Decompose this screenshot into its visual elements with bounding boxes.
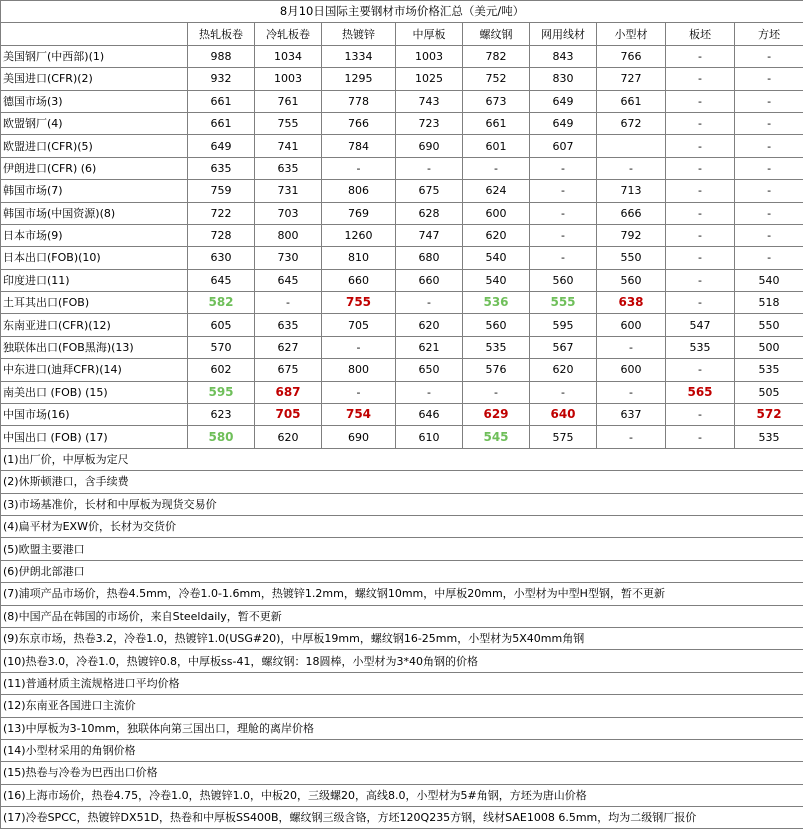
- row-label[interactable]: 中国市场(16): [1, 404, 188, 426]
- price-cell[interactable]: 800: [255, 224, 322, 246]
- price-cell[interactable]: -: [322, 381, 396, 403]
- price-cell[interactable]: -: [597, 157, 666, 179]
- price-cell[interactable]: -: [396, 381, 463, 403]
- price-cell[interactable]: -: [666, 45, 735, 67]
- price-cell[interactable]: 635: [255, 314, 322, 336]
- table-row: [1, 90, 803, 112]
- table-row: [1, 426, 803, 448]
- price-cell[interactable]: 728: [188, 224, 255, 246]
- price-cell[interactable]: -: [735, 68, 803, 90]
- note-row: [1, 560, 803, 582]
- price-cell[interactable]: 778: [322, 90, 396, 112]
- title-row: [1, 1, 803, 23]
- row-label[interactable]: 中国出口 (FOB) (17): [1, 426, 188, 448]
- row-label[interactable]: 独联体出口(FOB黑海)(13): [1, 336, 188, 358]
- price-cell[interactable]: 661: [188, 112, 255, 134]
- row-label[interactable]: 东南亚进口(CFR)(12): [1, 314, 188, 336]
- price-cell[interactable]: 755: [255, 112, 322, 134]
- price-cell[interactable]: 500: [735, 336, 803, 358]
- footnote[interactable]: (2)休斯顿港口，含手续费: [1, 471, 803, 493]
- price-cell[interactable]: 672: [597, 112, 666, 134]
- price-cell[interactable]: 576: [463, 359, 530, 381]
- price-cell[interactable]: -: [322, 336, 396, 358]
- price-cell[interactable]: 731: [255, 180, 322, 202]
- price-cell[interactable]: -: [735, 157, 803, 179]
- column-header[interactable]: 板坯: [666, 23, 735, 45]
- price-cell[interactable]: 988: [188, 45, 255, 67]
- price-cell[interactable]: 1034: [255, 45, 322, 67]
- price-cell[interactable]: 650: [396, 359, 463, 381]
- note-row: [1, 672, 803, 694]
- footnote[interactable]: (11)普通材质主流规格进口平均价格: [1, 672, 803, 694]
- price-cell[interactable]: [597, 135, 666, 157]
- price-cell[interactable]: 755: [322, 292, 396, 314]
- footnote[interactable]: (3)市场基准价，长材和中厚板为现货交易价: [1, 493, 803, 515]
- price-cell[interactable]: 628: [396, 202, 463, 224]
- table-row: [1, 112, 803, 134]
- price-cell[interactable]: 627: [255, 336, 322, 358]
- price-cell[interactable]: 675: [255, 359, 322, 381]
- price-cell[interactable]: -: [666, 157, 735, 179]
- price-cell[interactable]: 550: [735, 314, 803, 336]
- price-cell[interactable]: 535: [735, 426, 803, 448]
- header-corner[interactable]: [1, 23, 188, 45]
- footnote[interactable]: (8)中国产品在韩国的市场价，来自Steeldaily，暂不更新: [1, 605, 803, 627]
- price-cell[interactable]: 649: [188, 135, 255, 157]
- price-cell[interactable]: 800: [322, 359, 396, 381]
- price-cell[interactable]: 666: [597, 202, 666, 224]
- price-cell[interactable]: 761: [255, 90, 322, 112]
- table-row: [1, 269, 803, 291]
- price-cell[interactable]: 687: [255, 381, 322, 403]
- note-row: [1, 784, 803, 806]
- price-cell[interactable]: 620: [463, 224, 530, 246]
- price-cell[interactable]: 601: [463, 135, 530, 157]
- price-cell[interactable]: 747: [396, 224, 463, 246]
- price-cell[interactable]: 660: [396, 269, 463, 291]
- price-cell[interactable]: 769: [322, 202, 396, 224]
- price-cell[interactable]: 560: [530, 269, 597, 291]
- price-cell[interactable]: 610: [396, 426, 463, 448]
- row-label[interactable]: 美国进口(CFR)(2): [1, 68, 188, 90]
- column-header[interactable]: 小型材: [597, 23, 666, 45]
- price-cell[interactable]: -: [666, 112, 735, 134]
- price-cell[interactable]: 705: [255, 404, 322, 426]
- footnote[interactable]: (1)出厂价，中厚板为定尺: [1, 448, 803, 470]
- price-cell[interactable]: 540: [463, 269, 530, 291]
- price-cell[interactable]: -: [255, 292, 322, 314]
- column-header[interactable]: 方坯: [735, 23, 803, 45]
- price-cell[interactable]: -: [396, 292, 463, 314]
- note-row: [1, 493, 803, 515]
- price-cell[interactable]: 580: [188, 426, 255, 448]
- price-cell[interactable]: 1025: [396, 68, 463, 90]
- row-label[interactable]: 日本市场(9): [1, 224, 188, 246]
- row-label[interactable]: 德国市场(3): [1, 90, 188, 112]
- price-cell[interactable]: -: [463, 157, 530, 179]
- price-cell[interactable]: -: [666, 292, 735, 314]
- price-cell[interactable]: 743: [396, 90, 463, 112]
- row-label[interactable]: 韩国市场(中国资源)(8): [1, 202, 188, 224]
- price-cell[interactable]: 675: [396, 180, 463, 202]
- price-cell[interactable]: -: [666, 426, 735, 448]
- price-cell[interactable]: 565: [666, 381, 735, 403]
- table-row: [1, 314, 803, 336]
- price-cell[interactable]: 723: [396, 112, 463, 134]
- price-cell[interactable]: 645: [255, 269, 322, 291]
- price-cell[interactable]: 600: [463, 202, 530, 224]
- price-cell[interactable]: 646: [396, 404, 463, 426]
- footnote[interactable]: (4)扁平材为EXW价，长材为交货价: [1, 515, 803, 537]
- row-label[interactable]: 南美出口 (FOB) (15): [1, 381, 188, 403]
- price-cell[interactable]: 661: [597, 90, 666, 112]
- table-row: [1, 247, 803, 269]
- price-cell[interactable]: 567: [530, 336, 597, 358]
- price-cell[interactable]: 782: [463, 45, 530, 67]
- price-cell[interactable]: 602: [188, 359, 255, 381]
- footnote[interactable]: (17)冷卷SPCC，热镀锌DX51D，热卷和中厚板SS400B，螺纹钢三级含铬，方坯120Q235方钢，线材SAE1008 6.5mm，均为二级钢厂报价: [1, 807, 803, 829]
- price-cell[interactable]: 1295: [322, 68, 396, 90]
- price-cell[interactable]: -: [735, 112, 803, 134]
- price-cell[interactable]: 600: [597, 314, 666, 336]
- price-cell[interactable]: 806: [322, 180, 396, 202]
- price-cell[interactable]: 1003: [255, 68, 322, 90]
- price-cell[interactable]: 784: [322, 135, 396, 157]
- price-cell[interactable]: 690: [322, 426, 396, 448]
- note-row: [1, 739, 803, 761]
- table-title[interactable]: 8月10日国际主要钢材市场价格汇总（美元/吨）: [1, 1, 803, 23]
- note-row: [1, 695, 803, 717]
- price-cell[interactable]: -: [666, 224, 735, 246]
- price-cell[interactable]: -: [530, 247, 597, 269]
- price-cell[interactable]: 730: [255, 247, 322, 269]
- price-cell[interactable]: 547: [666, 314, 735, 336]
- price-cell[interactable]: -: [530, 381, 597, 403]
- price-cell[interactable]: 637: [597, 404, 666, 426]
- row-label[interactable]: 日本出口(FOB)(10): [1, 247, 188, 269]
- price-cell[interactable]: -: [530, 224, 597, 246]
- column-header[interactable]: 热轧板卷: [188, 23, 255, 45]
- row-label[interactable]: 欧盟钢厂(4): [1, 112, 188, 134]
- price-cell[interactable]: 535: [666, 336, 735, 358]
- price-cell[interactable]: 550: [597, 247, 666, 269]
- price-cell[interactable]: 766: [597, 45, 666, 67]
- price-cell[interactable]: 722: [188, 202, 255, 224]
- footnote[interactable]: (7)浦项产品市场价，热卷4.5mm，冷卷1.0-1.6mm，热镀锌1.2mm，螺纹钢10mm，中厚板20mm，小型材为中型H型钢，暂不更新: [1, 583, 803, 605]
- price-cell[interactable]: 766: [322, 112, 396, 134]
- table-row: [1, 381, 803, 403]
- price-cell[interactable]: 1334: [322, 45, 396, 67]
- price-cell[interactable]: -: [597, 381, 666, 403]
- footnote[interactable]: (9)东京市场，热卷3.2，冷卷1.0，热镀锌1.0(USG#20)，中厚板19mm，螺纹钢16-25mm，小型材为5X40mm角钢: [1, 627, 803, 649]
- price-cell[interactable]: -: [396, 157, 463, 179]
- row-label[interactable]: 土耳其出口(FOB): [1, 292, 188, 314]
- price-cell[interactable]: 536: [463, 292, 530, 314]
- price-cell[interactable]: 640: [530, 404, 597, 426]
- price-cell[interactable]: 635: [188, 157, 255, 179]
- footnote[interactable]: (5)欧盟主要港口: [1, 538, 803, 560]
- price-cell[interactable]: 1003: [396, 45, 463, 67]
- price-cell[interactable]: -: [597, 336, 666, 358]
- price-cell[interactable]: 545: [463, 426, 530, 448]
- price-cell[interactable]: 661: [188, 90, 255, 112]
- price-cell[interactable]: -: [666, 135, 735, 157]
- price-cell[interactable]: 752: [463, 68, 530, 90]
- price-cell[interactable]: 703: [255, 202, 322, 224]
- price-cell[interactable]: 518: [735, 292, 803, 314]
- price-cell[interactable]: -: [597, 426, 666, 448]
- price-cell[interactable]: 932: [188, 68, 255, 90]
- price-cell[interactable]: -: [666, 404, 735, 426]
- price-cell[interactable]: 649: [530, 112, 597, 134]
- price-cell[interactable]: 810: [322, 247, 396, 269]
- price-cell[interactable]: 754: [322, 404, 396, 426]
- price-cell[interactable]: 582: [188, 292, 255, 314]
- note-row: [1, 605, 803, 627]
- price-cell[interactable]: 621: [396, 336, 463, 358]
- table-row: [1, 135, 803, 157]
- price-cell[interactable]: 620: [396, 314, 463, 336]
- price-cell[interactable]: 690: [396, 135, 463, 157]
- table-row: [1, 180, 803, 202]
- price-cell[interactable]: 661: [463, 112, 530, 134]
- price-cell[interactable]: 595: [188, 381, 255, 403]
- price-cell[interactable]: 629: [463, 404, 530, 426]
- note-row: [1, 807, 803, 829]
- price-cell[interactable]: -: [735, 135, 803, 157]
- column-header[interactable]: 冷轧板卷: [255, 23, 322, 45]
- price-cell[interactable]: 673: [463, 90, 530, 112]
- footnote[interactable]: (15)热卷与冷卷为巴西出口价格: [1, 762, 803, 784]
- price-cell[interactable]: 741: [255, 135, 322, 157]
- table-row: [1, 292, 803, 314]
- price-cell[interactable]: -: [735, 202, 803, 224]
- table-row: [1, 202, 803, 224]
- price-cell[interactable]: 649: [530, 90, 597, 112]
- price-cell[interactable]: -: [530, 180, 597, 202]
- table-row: [1, 404, 803, 426]
- price-cell[interactable]: -: [322, 157, 396, 179]
- price-cell[interactable]: 535: [463, 336, 530, 358]
- table-row: [1, 157, 803, 179]
- table-row: [1, 45, 803, 67]
- price-cell[interactable]: 620: [255, 426, 322, 448]
- price-cell[interactable]: 1260: [322, 224, 396, 246]
- row-label[interactable]: 韩国市场(7): [1, 180, 188, 202]
- price-cell[interactable]: 540: [463, 247, 530, 269]
- price-cell[interactable]: 555: [530, 292, 597, 314]
- column-header[interactable]: 中厚板: [396, 23, 463, 45]
- price-cell[interactable]: 635: [255, 157, 322, 179]
- price-cell[interactable]: 535: [735, 359, 803, 381]
- note-row: [1, 627, 803, 649]
- price-cell[interactable]: 630: [188, 247, 255, 269]
- price-cell[interactable]: -: [666, 359, 735, 381]
- price-cell[interactable]: -: [666, 90, 735, 112]
- row-label[interactable]: 伊朗进口(CFR) (6): [1, 157, 188, 179]
- note-row: [1, 583, 803, 605]
- footnote[interactable]: (13)中厚板为3-10mm，独联体向第三国出口，理舱的离岸价格: [1, 717, 803, 739]
- footnote[interactable]: (16)上海市场价，热卷4.75，冷卷1.0，热镀锌1.0，中板20，三级螺20，高线8.0，小型材为5#角钢，方坯为唐山价格: [1, 784, 803, 806]
- price-cell[interactable]: -: [735, 180, 803, 202]
- price-cell[interactable]: 727: [597, 68, 666, 90]
- price-cell[interactable]: 600: [597, 359, 666, 381]
- price-cell[interactable]: -: [666, 68, 735, 90]
- price-cell[interactable]: 638: [597, 292, 666, 314]
- table-row: [1, 68, 803, 90]
- price-cell[interactable]: 792: [597, 224, 666, 246]
- price-cell[interactable]: 560: [463, 314, 530, 336]
- price-cell[interactable]: 607: [530, 135, 597, 157]
- price-cell[interactable]: -: [530, 202, 597, 224]
- price-cell[interactable]: -: [666, 247, 735, 269]
- price-cell[interactable]: -: [735, 45, 803, 67]
- note-row: [1, 717, 803, 739]
- price-cell[interactable]: 660: [322, 269, 396, 291]
- column-header[interactable]: 螺纹钢: [463, 23, 530, 45]
- table-row: [1, 224, 803, 246]
- price-cell[interactable]: 505: [735, 381, 803, 403]
- note-row: [1, 448, 803, 470]
- note-row: [1, 762, 803, 784]
- note-row: [1, 650, 803, 672]
- footnote[interactable]: (14)小型材采用的角钢价格: [1, 739, 803, 761]
- price-cell[interactable]: 540: [735, 269, 803, 291]
- price-cell[interactable]: 605: [188, 314, 255, 336]
- footnote[interactable]: (6)伊朗北部港口: [1, 560, 803, 582]
- column-header[interactable]: 热镀锌: [322, 23, 396, 45]
- price-cell[interactable]: -: [666, 269, 735, 291]
- table-row: [1, 336, 803, 358]
- price-cell[interactable]: 713: [597, 180, 666, 202]
- column-header[interactable]: 网用线材: [530, 23, 597, 45]
- note-row: [1, 471, 803, 493]
- price-cell[interactable]: 624: [463, 180, 530, 202]
- table-row: [1, 359, 803, 381]
- note-row: [1, 538, 803, 560]
- price-cell[interactable]: 595: [530, 314, 597, 336]
- price-cell[interactable]: -: [666, 180, 735, 202]
- note-row: [1, 515, 803, 537]
- price-cell[interactable]: -: [530, 157, 597, 179]
- price-cell[interactable]: 705: [322, 314, 396, 336]
- header-row: [1, 23, 803, 45]
- price-cell[interactable]: 575: [530, 426, 597, 448]
- price-cell[interactable]: 680: [396, 247, 463, 269]
- price-cell[interactable]: 759: [188, 180, 255, 202]
- price-cell[interactable]: 623: [188, 404, 255, 426]
- price-cell[interactable]: 645: [188, 269, 255, 291]
- price-cell[interactable]: 570: [188, 336, 255, 358]
- row-label[interactable]: 欧盟进口(CFR)(5): [1, 135, 188, 157]
- footnote[interactable]: (10)热卷3.0，冷卷1.0，热镀锌0.8，中厚板ss-41，螺纹钢：18圆棒，小型材为3*40角钢的价格: [1, 650, 803, 672]
- price-cell[interactable]: -: [463, 381, 530, 403]
- price-cell[interactable]: -: [735, 90, 803, 112]
- price-cell[interactable]: -: [666, 202, 735, 224]
- price-cell[interactable]: 572: [735, 404, 803, 426]
- price-cell[interactable]: -: [735, 247, 803, 269]
- price-cell[interactable]: 830: [530, 68, 597, 90]
- price-cell[interactable]: 620: [530, 359, 597, 381]
- price-cell[interactable]: -: [735, 224, 803, 246]
- footnote[interactable]: (12)东南亚各国进口主流价: [1, 695, 803, 717]
- row-label[interactable]: 印度进口(11): [1, 269, 188, 291]
- price-cell[interactable]: 560: [597, 269, 666, 291]
- row-label[interactable]: 中东进口(迪拜CFR)(14): [1, 359, 188, 381]
- row-label[interactable]: 美国钢厂(中西部)(1): [1, 45, 188, 67]
- price-cell[interactable]: 843: [530, 45, 597, 67]
